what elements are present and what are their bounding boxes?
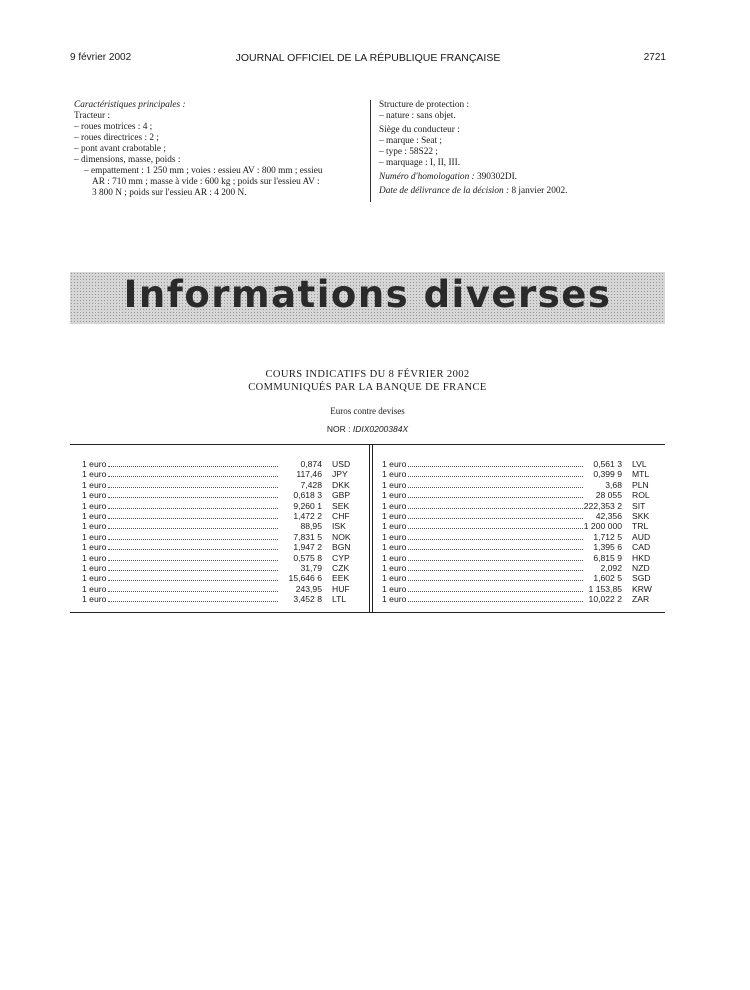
dot-leader: [108, 560, 278, 561]
currency-code: SIT: [632, 500, 646, 511]
rate-row: [82, 532, 360, 542]
homologation-value: 390302DI.: [476, 172, 518, 182]
dot-leader: [108, 466, 278, 467]
currency-code: JPY: [332, 469, 348, 480]
spec-empattement-line2: AR : 710 mm ; masse à vide : 600 kg ; poids sur l'essieu AV :: [92, 177, 320, 187]
rate-label: 1 euro: [82, 583, 107, 594]
rate-value: 7,428: [300, 479, 322, 490]
dot-leader: [108, 528, 278, 529]
rate-value: 1 200 000: [583, 521, 622, 532]
dot-leader: [408, 508, 583, 509]
dot-leader: [408, 528, 583, 529]
section-banner: [70, 272, 665, 324]
rate-label: 1 euro: [382, 469, 407, 480]
dot-leader: [408, 476, 583, 477]
dot-leader: [108, 497, 278, 498]
rate-row: [382, 594, 658, 604]
currency-code: HKD: [632, 552, 651, 563]
rate-label: 1 euro: [382, 521, 407, 532]
specs-left-column: [74, 100, 362, 199]
rate-label: 1 euro: [382, 531, 407, 542]
rate-label: 1 euro: [82, 552, 107, 563]
dot-leader: [108, 570, 278, 571]
rate-value: 0,399 9: [593, 469, 622, 480]
currency-code: MTL: [632, 469, 650, 480]
rate-label: 1 euro: [82, 500, 107, 511]
currency-code: DKK: [332, 479, 350, 490]
rate-value: 1,947 2: [293, 542, 322, 553]
rate-label: 1 euro: [382, 562, 407, 573]
rate-row: [382, 573, 658, 583]
rate-label: 1 euro: [382, 552, 407, 563]
exchange-rates-table: [70, 444, 665, 613]
spec-roues-directrices: – roues directrices : 2 ;: [74, 133, 362, 144]
currency-code: ZAR: [632, 594, 650, 605]
dot-leader: [408, 570, 583, 571]
rate-label: 1 euro: [382, 479, 407, 490]
rate-row: [382, 469, 658, 479]
spec-type: – type : 58S22 ;: [379, 147, 669, 158]
page-header: [70, 52, 666, 66]
dot-leader: [408, 549, 583, 550]
rate-value: 10,022 2: [588, 594, 622, 605]
dot-leader: [108, 487, 278, 488]
structure-label: Structure de protection :: [379, 100, 470, 110]
rate-value: 1,395 6: [593, 542, 622, 553]
cours-subtitle: Euros contre devises: [330, 406, 405, 416]
rate-value: 3,452 8: [293, 594, 322, 605]
rate-row: [82, 563, 360, 573]
rate-row: [382, 563, 658, 573]
rate-value: 1,602 5: [593, 573, 622, 584]
dot-leader: [108, 549, 278, 550]
currency-code: CYP: [332, 552, 350, 563]
rates-right-column: [382, 459, 658, 604]
rate-row: [382, 532, 658, 542]
rate-value: 2,092: [600, 562, 622, 573]
rate-label: 1 euro: [382, 459, 407, 469]
specs-right-column: [379, 100, 669, 197]
dot-leader: [408, 601, 583, 602]
currency-code: TRL: [632, 521, 649, 532]
rate-label: 1 euro: [382, 594, 407, 605]
section-title: Informations diverses: [123, 273, 612, 316]
rate-row: [382, 553, 658, 563]
journal-title: JOURNAL OFFICIEL DE LA RÉPUBLIQUE FRANÇAISE: [235, 52, 501, 64]
rate-value: 1,472 2: [293, 510, 322, 521]
spec-marque: – marque : Seat ;: [379, 136, 669, 147]
currency-code: SKK: [632, 510, 650, 521]
rate-row: [82, 573, 360, 583]
dot-leader: [108, 539, 278, 540]
dot-leader: [108, 518, 278, 519]
delivrance-line: [379, 186, 669, 197]
currency-code: GBP: [332, 490, 351, 501]
rate-value: 222,353 2: [583, 500, 622, 511]
rate-row: [82, 594, 360, 604]
rate-label: 1 euro: [82, 573, 107, 584]
rate-label: 1 euro: [82, 594, 107, 605]
rate-value: 28 055: [595, 490, 622, 501]
rate-value: 31,79: [300, 562, 322, 573]
currency-code: PLN: [632, 479, 649, 490]
currency-code: SEK: [332, 500, 350, 511]
dot-leader: [108, 580, 278, 581]
dot-leader: [408, 560, 583, 561]
rate-row: [382, 501, 658, 511]
rate-value: 243,95: [295, 583, 322, 594]
rate-value: 15,646 6: [288, 573, 322, 584]
dot-leader: [108, 508, 278, 509]
rate-label: 1 euro: [82, 469, 107, 480]
rate-row: [82, 553, 360, 563]
rate-value: 42,356: [595, 510, 622, 521]
spec-marquage: – marquage : I, II, III.: [379, 158, 669, 169]
rate-label: 1 euro: [82, 562, 107, 573]
rate-label: 1 euro: [382, 490, 407, 501]
rate-label: 1 euro: [382, 583, 407, 594]
rate-row: [382, 480, 658, 490]
rate-value: 0,618 3: [293, 490, 322, 501]
cours-title-line1: COURS INDICATIFS DU 8 FÉVRIER 2002: [265, 369, 470, 380]
rate-row: [82, 469, 360, 479]
currency-code: EEK: [332, 573, 350, 584]
currency-code: CAD: [632, 542, 651, 553]
cours-title-line2: COMMUNIQUÉS PAR LA BANQUE DE FRANCE: [248, 382, 487, 393]
rate-label: 1 euro: [82, 490, 107, 501]
rate-label: 1 euro: [82, 479, 107, 490]
rate-row: [82, 480, 360, 490]
currency-code: HUF: [332, 583, 350, 594]
spec-dimensions: – dimensions, masse, poids :: [74, 155, 362, 166]
rate-label: 1 euro: [382, 510, 407, 521]
spec-empattement-line1: – empattement : 1 250 mm ; voies : essieu AV : 800 mm ; essieu: [84, 166, 323, 176]
rate-row: [382, 542, 658, 552]
cours-heading: [70, 368, 665, 394]
currency-code: CHF: [332, 510, 350, 521]
nor-label: NOR :: [326, 424, 351, 434]
rate-value: 88,95: [300, 521, 322, 532]
homologation-line: [379, 172, 669, 183]
spec-pont-avant: – pont avant crabotable ;: [74, 144, 362, 155]
rate-row: [82, 490, 360, 500]
currency-code: NOK: [332, 531, 351, 542]
currency-code: ISK: [332, 521, 346, 532]
rate-label: 1 euro: [82, 510, 107, 521]
dot-leader: [108, 591, 278, 592]
rate-row: [382, 511, 658, 521]
dot-leader: [108, 601, 278, 602]
currency-code: SGD: [632, 573, 651, 584]
rate-row: [82, 521, 360, 531]
dot-leader: [408, 518, 583, 519]
spec-nature: – nature : sans objet.: [379, 111, 669, 122]
currency-code: KRW: [632, 583, 652, 594]
rate-value: 6,815 9: [593, 552, 622, 563]
rate-label: 1 euro: [82, 521, 107, 532]
rate-value: 0,575 8: [293, 552, 322, 563]
spec-roues-motrices: – roues motrices : 4 ;: [74, 122, 362, 133]
rate-label: 1 euro: [382, 500, 407, 511]
rate-label: 1 euro: [382, 573, 407, 584]
homologation-label: Numéro d'homologation :: [379, 172, 475, 182]
column-divider: [370, 100, 371, 202]
delivrance-label: Date de délivrance de la décision :: [379, 186, 510, 196]
rates-left-column: [82, 459, 360, 604]
rate-row: [82, 501, 360, 511]
rate-label: 1 euro: [382, 542, 407, 553]
issue-date: 9 février 2002: [70, 52, 132, 63]
tracteur-label: Tracteur :: [74, 111, 111, 121]
currency-code: LVL: [632, 459, 647, 469]
rate-row: [382, 459, 658, 469]
table-double-divider: [369, 445, 373, 612]
rate-label: 1 euro: [82, 459, 107, 469]
currency-code: AUD: [632, 531, 651, 542]
rate-value: 1 153,85: [588, 583, 622, 594]
dot-leader: [408, 580, 583, 581]
rate-row: [82, 542, 360, 552]
rate-row: [82, 511, 360, 521]
rate-value: 7,831 5: [293, 531, 322, 542]
rate-row: [82, 584, 360, 594]
rate-value: 3,68: [605, 479, 622, 490]
page-number: 2721: [643, 52, 666, 63]
tractor-specifications: [74, 100, 669, 210]
dot-leader: [408, 591, 583, 592]
currency-code: CZK: [332, 562, 350, 573]
currency-code: LTL: [332, 594, 347, 605]
rate-row: [82, 459, 360, 469]
rate-row: [382, 490, 658, 500]
nor-code: IDIX0200384X: [352, 424, 409, 434]
rate-value: 0,874: [300, 459, 322, 469]
rate-value: 117,46: [296, 469, 322, 480]
rate-value: 9,260 1: [293, 500, 322, 511]
dot-leader: [408, 497, 583, 498]
rate-label: 1 euro: [82, 531, 107, 542]
rate-value: 0,561 3: [593, 459, 622, 469]
currency-code: NZD: [632, 562, 650, 573]
delivrance-value: 8 janvier 2002.: [511, 186, 568, 196]
currency-code: ROL: [632, 490, 650, 501]
dot-leader: [408, 539, 583, 540]
dot-leader: [408, 466, 583, 467]
currency-code: BGN: [332, 542, 351, 553]
siege-label: Siège du conducteur :: [379, 125, 460, 135]
rate-row: [382, 584, 658, 594]
rate-label: 1 euro: [82, 542, 107, 553]
spec-empattement-line3: 3 800 N ; poids sur l'essieu AR : 4 200 N.: [92, 188, 247, 198]
dot-leader: [408, 487, 583, 488]
currency-code: USD: [332, 459, 351, 469]
rate-value: 1,712 5: [593, 531, 622, 542]
dot-leader: [108, 476, 278, 477]
specs-heading: Caractéristiques principales :: [74, 100, 186, 110]
rate-row: [382, 521, 658, 531]
nor-reference: [70, 424, 665, 434]
